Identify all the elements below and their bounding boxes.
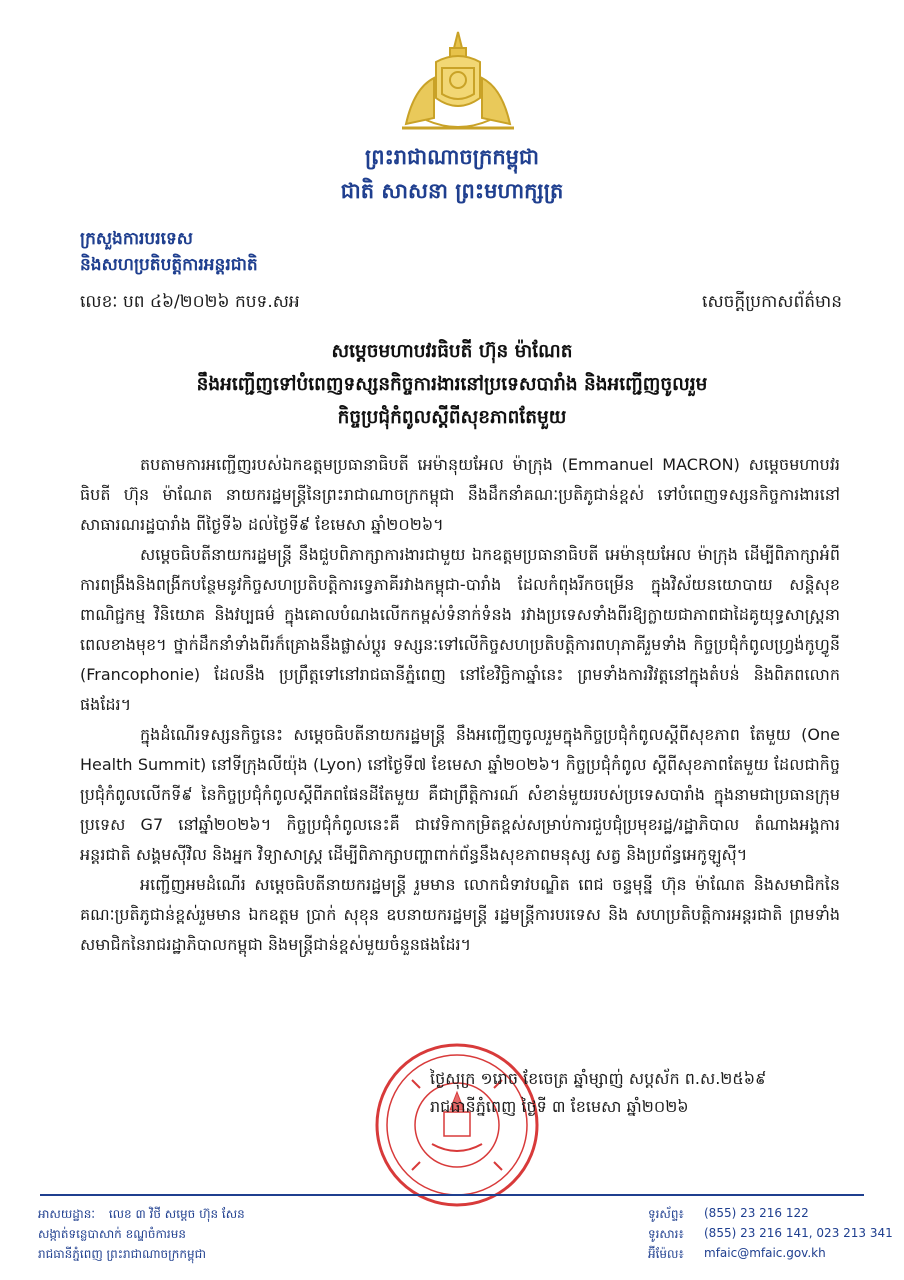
- lunar-date: ថ្ងៃសុក្រ ១រោច ខែចេត្រ ឆ្នាំម្សាញ់ សប្តស័ក ព.ស.២៥៦៩: [430, 1069, 767, 1088]
- address-line1: លេខ ៣ វិថី សម្តេច ហ៊ុន សែន: [108, 1207, 245, 1221]
- paragraph-3: ក្នុងដំណើរទស្សនកិច្ចនេះ សម្តេចធិបតីនាយករដ្ឋមន្ត្រី នឹងអញ្ជើញចូលរួមក្នុងកិច្ចប្រជុំកំពូលស្តីពីសុខភាព តែមួយ (One Health Summit) នៅទីក្រុងលីយ៉ុង (Lyon) នៅថ្ងៃទី៧ ខែមេសា ឆ្នាំ២០២៦។ កិច្ចប្រជុំកំពូល ស្តីពីសុខភាពតែមួយ ដែលជាកិច្ចប្រជុំកំពូលលើកទី៩ នៃកិច្ចប្រជុំកំពូលស្តីពីភពផែនដីតែមួយ គឺជាព្រឹត្តិការណ៍ សំខាន់មួយរបស់ប្រទេសបារាំង ក្នុងនាមជាប្រធានក្រុមប្រទេស G7 នៅឆ្នាំ២០២៦។ កិច្ចប្រជុំកំពូលនេះគឺ ជាវេទិកាកម្រិតខ្ពស់សម្រាប់ការជួបជុំប្រមុខរដ្ឋ/រដ្ឋាភិបាល តំណាងអង្គការអន្តរជាតិ សង្គមស៊ីវិល និងអ្នក វិទ្យាសាស្ត្រ ដើម្បីពិភាក្សាបញ្ហាពាក់ព័ន្ធនឹងសុខភាពមនុស្ស សត្វ និងប្រព័ន្ធអេកូឡូស៊ី។: [80, 725, 840, 864]
- address-label: អាសយដ្ឋានៈ: [38, 1207, 95, 1221]
- kingdom-heading: ព្រះរាជាណាចក្រកម្ពុជា: [364, 145, 539, 169]
- body-text: [80, 450, 840, 960]
- footer-fax: [648, 1226, 893, 1244]
- paragraph-1: តបតាមការអញ្ជើញរបស់ឯកឧត្តមប្រធានាធិបតី អេម៉ានុយអែល ម៉ាក្រុង (Emmanuel MACRON) សម្តេចមហាបវរធិបតី ហ៊ុន ម៉ាណែត នាយករដ្ឋមន្ត្រីនៃព្រះរាជាណាចក្រកម្ពុជា នឹងដឹកនាំគណៈប្រតិភូជាន់ខ្ពស់ ទៅបំពេញទស្សនកិច្ចការងារនៅសាធារណរដ្ឋបារាំង ពីថ្ងៃទី៦ ដល់ថ្ងៃទី៩ ខែមេសា ឆ្នាំ២០២៦។: [80, 455, 840, 534]
- paragraph-2: សម្តេចធិបតីនាយករដ្ឋមន្ត្រី នឹងជួបពិភាក្សាការងារជាមួយ ឯកឧត្តមប្រធានាធិបតី អេម៉ានុយអែល ម៉ាក្រុង ដើម្បីពិភាក្សាអំពីការពង្រឹងនិងពង្រីកបន្ថែមនូវកិច្ចសហប្រតិបត្តិការទ្វេភាគីរវាងកម្ពុជា-បារាំង ដែលកំពុងរីកចម្រើន ក្នុងវិស័យនយោបាយ សន្តិសុខ ពាណិជ្ជកម្ម វិនិយោគ និងវប្បធម៌ ក្នុងគោលបំណងលើកកម្ពស់ទំនាក់ទំនង រវាងប្រទេសទាំងពីរឱ្យក្លាយជាភាពជាដៃគូយុទ្ធសាស្ត្រនាពេលខាងមុខ។ ថ្នាក់ដឹកនាំទាំងពីរក៏គ្រោងនឹងផ្លាស់ប្តូរ ទស្សនៈទៅលើកិច្ចសហប្រតិបត្តិការពហុភាគីរួមទាំង កិច្ចប្រជុំកំពូលហ្វ្រង់កូហ្វូនី (Francophonie) ដែលនឹង ប្រព្រឹត្តទៅនៅរាជធានីភ្នំពេញ នៅខែវិច្ឆិកាឆ្នាំនេះ ព្រមទាំងការវិវត្តនៅក្នុងតំបន់ និងពិភពលោកផងដែរ។: [80, 545, 840, 714]
- fax-number: (855) 23 216 141, 023 213 341: [704, 1226, 893, 1240]
- royal-emblem-icon: [396, 28, 520, 138]
- address-line3: រាជធានីភ្នំពេញ ព្រះរាជាណាចក្រកម្ពុជា: [38, 1247, 206, 1261]
- footer-email: [648, 1246, 826, 1264]
- paragraph-4: អញ្ជើញអមដំណើរ សម្តេចធិបតីនាយករដ្ឋមន្ត្រី រួមមាន លោកជំទាវបណ្ឌិត ពេជ ចន្ទមុន្នី ហ៊ុន ម៉ាណែត និងសមាជិកនៃគណៈប្រតិភូជាន់ខ្ពស់រួមមាន ឯកឧត្តម ប្រាក់ សុខុន ឧបនាយករដ្ឋមន្ត្រី រដ្ឋមន្ត្រីការបរទេស និង សហប្រតិបត្តិការអន្តរជាតិ ព្រមទាំងសមាជិកនៃរាជរដ្ឋាភិបាលកម្ពុជា និងមន្ត្រីជាន់ខ្ពស់មួយចំនួនផងដែរ។: [80, 875, 840, 954]
- ministry-name-line2: និងសហប្រតិបត្តិការអន្តរជាតិ: [80, 255, 258, 275]
- official-seal-icon: [372, 1040, 542, 1210]
- phone-label: ទូរស័ព្ទ៖: [648, 1207, 684, 1221]
- address-line2: សង្កាត់ទន្លេបាសាក់ ខណ្ឌចំការមន: [38, 1227, 186, 1241]
- footer-phone: [648, 1206, 809, 1224]
- national-motto: ជាតិ សាសនា ព្រះមហាក្សត្រ: [340, 179, 564, 203]
- reference-number: លេខៈ បព ៤៦/២០២៦ កបទ.សអ: [80, 292, 300, 312]
- document-type: សេចក្តីប្រកាសព័ត៌មាន: [702, 292, 842, 312]
- footer-address: [38, 1206, 245, 1224]
- footer-divider: [40, 1194, 864, 1196]
- issue-date: រាជធានីភ្នំពេញ ថ្ងៃទី ៣ ខែមេសា ឆ្នាំ២០២៦: [430, 1097, 689, 1116]
- title-line2: នឹងអញ្ជើញទៅបំពេញទស្សនកិច្ចការងារនៅប្រទេសបារាំង និងអញ្ជើញចូលរួម: [196, 374, 708, 395]
- ministry-name-line1: ក្រសួងការបរទេស: [80, 229, 193, 249]
- phone-number: (855) 23 216 122: [704, 1206, 809, 1220]
- fax-label: ទូរសារ៖: [648, 1227, 684, 1241]
- email-label: អ៊ីម៉ែល៖: [648, 1247, 684, 1261]
- title-line3: កិច្ចប្រជុំកំពូលស្តីពីសុខភាពតែមួយ: [337, 407, 567, 428]
- email-link[interactable]: mfaic@mfaic.gov.kh: [704, 1246, 826, 1260]
- title-line1: សម្តេចមហាបវរធិបតី ហ៊ុន ម៉ាណែត: [331, 341, 573, 362]
